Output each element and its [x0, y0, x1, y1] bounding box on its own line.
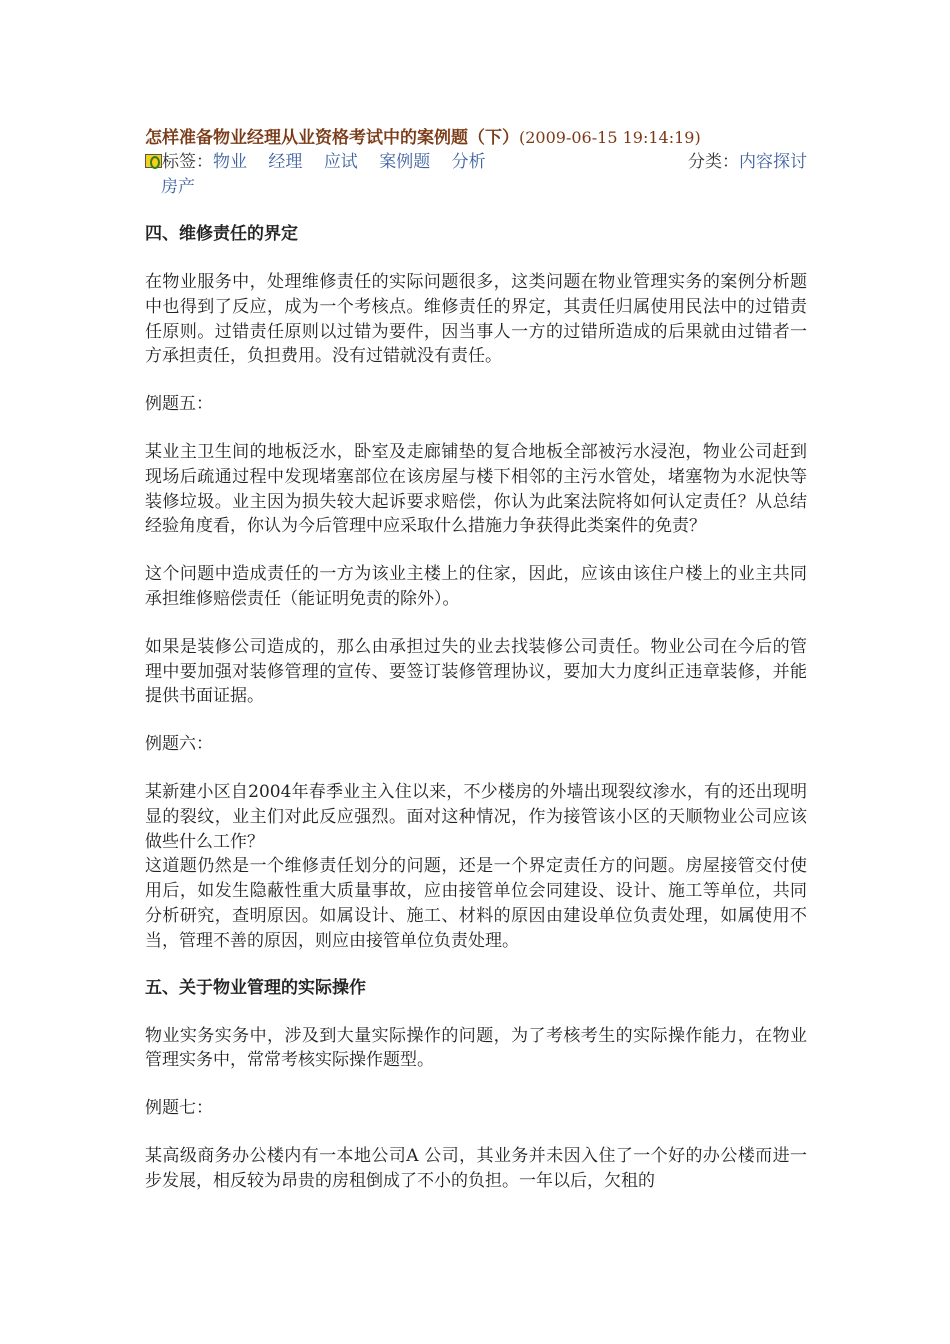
- paragraph: 物业实务实务中，涉及到大量实际操作的问题，为了考核考生的实际操作能力，在物业管理实务中，常常考核实际操作题型。: [145, 1025, 807, 1071]
- section-heading-5: 五、关于物业管理的实际操作: [145, 977, 366, 998]
- tag-link[interactable]: 房产: [161, 177, 195, 197]
- paragraph: 如果是装修公司造成的，那么由承担过失的业去找装修公司责任。物业公司在今后的管理中要加强对装修管理的宣传、要签订装修管理协议，要加大力度纠正违章装修，并能提供书面证据。: [145, 636, 807, 707]
- tag-icon: [145, 154, 162, 168]
- paragraph: 在物业服务中，处理维修责任的实际问题很多，这类问题在物业管理实务的案例分析题中也得到了反应，成为一个考核点。维修责任的界定，其责任归属使用民法中的过错责任原则。过错责任原则以过错为要件，因当事人一方的过错所造成的后果就由过错者一方承担责任，负担费用。没有过错就没有责任。: [145, 272, 807, 367]
- category-section: [688, 150, 807, 175]
- category-link[interactable]: 内容探讨: [739, 152, 807, 172]
- paragraph: 这个问题中造成责任的一方为该业主楼上的住家，因此，应该由该住户楼上的业主共同承担维修赔偿责任（能证明免责的除外）。: [145, 564, 807, 609]
- article-date: (2009-06-15 19:14:19): [519, 128, 701, 147]
- article-title: 怎样准备物业经理从业资格考试中的案例题（下）: [145, 128, 519, 148]
- tag-link[interactable]: 案例题: [379, 152, 431, 172]
- article: [145, 127, 807, 1194]
- title-line: [145, 127, 807, 149]
- tags-label: 标签：: [162, 152, 213, 172]
- tags-section: [145, 150, 505, 200]
- paragraph: 这道题仍然是一个维修责任划分的问题，还是一个界定责任方的问题。房屋接管交付使用后，如发生隐蔽性重大质量事故，应由接管单位会同建设、设计、施工等单位，共同分析研究，查明原因。如属设计、施工、材料的原因由建设单位负责处理，如属使用不当，管理不善的原因，则应由接管单位负责处理。: [145, 856, 807, 951]
- category-label: 分类：: [688, 152, 739, 172]
- example-label: 例题六：: [145, 734, 213, 755]
- tag-link[interactable]: 物业: [213, 152, 247, 172]
- example-label: 例题七：: [145, 1098, 213, 1119]
- paragraph: 某高级商务办公楼内有一本地公司A 公司，其业务并未因入住了一个好的办公楼而进一步发展，相反较为昂贵的房租倒成了不小的负担。一年以后，欠租的: [145, 1145, 807, 1191]
- tag-link[interactable]: 经理: [268, 152, 303, 172]
- tag-link[interactable]: 分析: [451, 152, 486, 172]
- tag-link[interactable]: 应试: [323, 152, 358, 172]
- section-heading-4: 四、维修责任的界定: [145, 224, 298, 244]
- paragraph: 某业主卫生间的地板泛水，卧室及走廊铺垫的复合地板全部被污水浸泡，物业公司赶到现场后疏通过程中发现堵塞部位在该房屋与楼下相邻的主污水管处，堵塞物为水泥快等装修垃圾。业主因为损失较大起诉要求赔偿，你认为此案法院将如何认定责任？从总结经验角度看，你认为今后管理中应采取什么措施力争获得此类案件的免责？: [145, 441, 807, 537]
- example-label: 例题五：: [145, 394, 213, 415]
- paragraph: 某新建小区自2004年春季业主入住以来，不少楼房的外墙出现裂纹渗水，有的还出现明显的裂纹，业主们对此反应强烈。面对这种情况，作为接管该小区的天顺物业公司应该做些什么工作？: [145, 781, 807, 852]
- article-meta: [145, 150, 807, 200]
